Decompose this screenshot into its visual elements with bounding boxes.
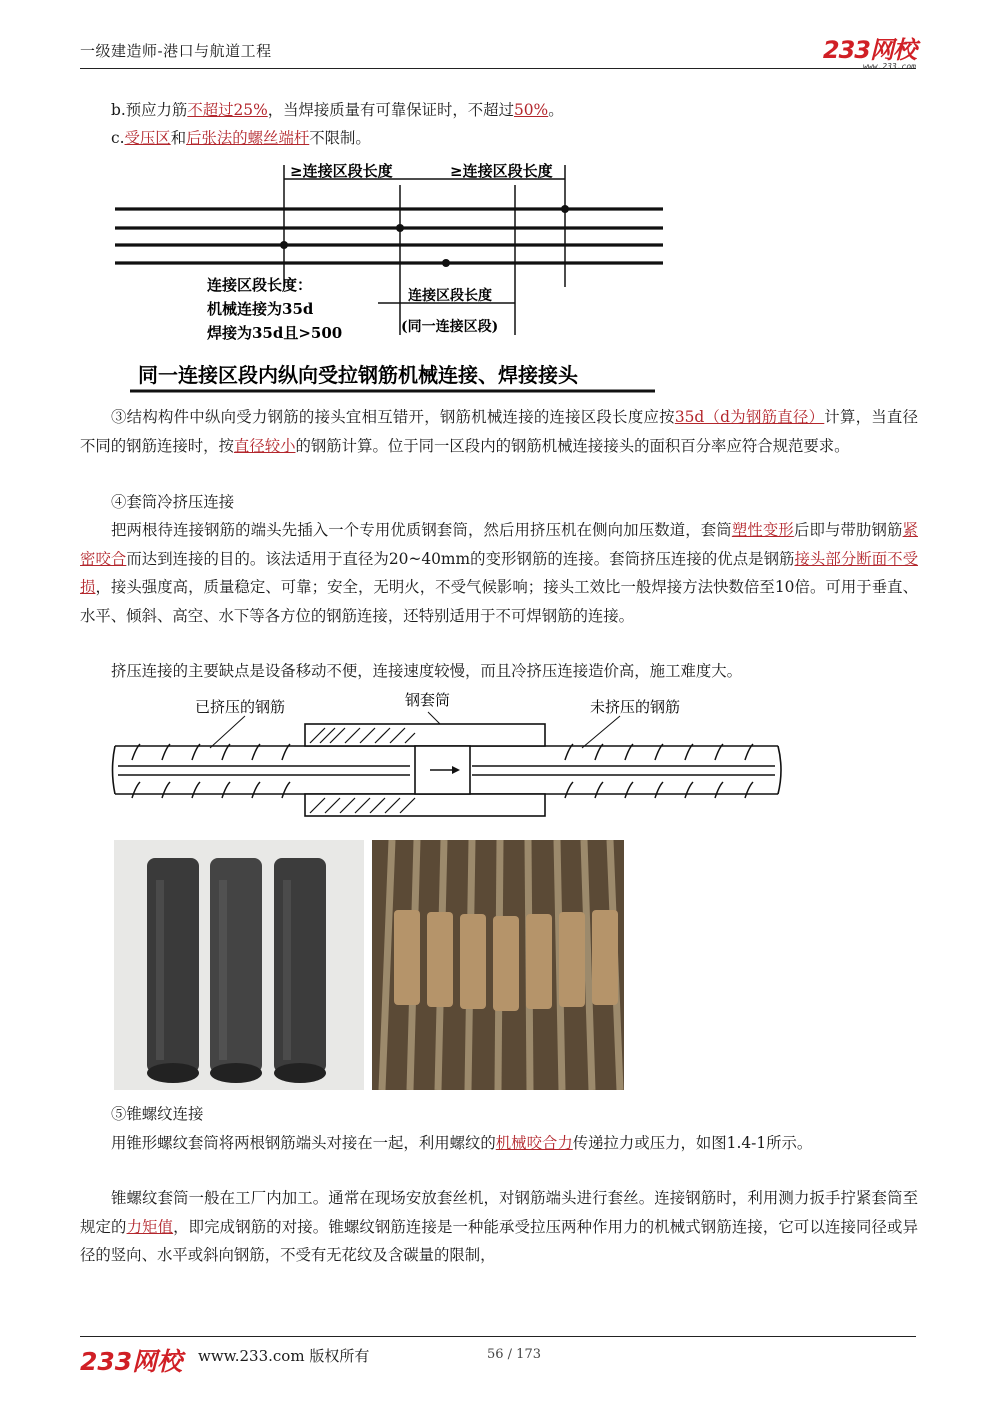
brand-logo-text: 233网校 xyxy=(822,36,916,64)
center-label-2: (同一连接区段) xyxy=(401,319,499,335)
heading-sleeve-cold-extrusion: ④套筒冷挤压连接 xyxy=(111,493,235,511)
extrusion-sleeve-diagram xyxy=(110,688,785,828)
left-label-2: 机械连接为35d xyxy=(207,300,314,318)
item-c: c.受压区和后张法的螺丝端杆不限制。 xyxy=(111,129,371,147)
left-label-1: 连接区段长度： xyxy=(207,276,313,294)
label-steel-sleeve: 钢套筒 xyxy=(405,691,451,709)
paragraph-4: 把两根待连接钢筋的端头先插入一个专用优质钢套筒，然后用挤压机在侧向加压数道，套筒塑性变形后即与带肋钢筋紧密咬合而达到连接的目的。该法适用于直径为20~40mm的变形钢筋的连接。套筒挤压连接的优点是钢筋接头部分断面不受损，接头强度高，质量稳定、可靠；安全，无明火，不受气候影响；接头工效比一般焊接方法快数倍至10倍。可用于垂直、水平、倾斜、高空、水下等各方位的钢筋连接，还特别适用于不可焊钢筋的连接。 xyxy=(80,521,918,625)
brand-logo-url: www.233.com xyxy=(863,62,916,71)
heading-taper-thread: ⑤锥螺纹连接 xyxy=(111,1105,204,1123)
page-number: 56 / 173 xyxy=(487,1347,541,1362)
paragraph-5: 用锥形螺纹套筒将两根钢筋端头对接在一起，利用螺纹的机械咬合力传递拉力或压力，如图1.4-1所示。 xyxy=(111,1134,813,1152)
center-label-1: 连接区段长度 xyxy=(408,288,492,304)
label-unextruded-rebar: 未挤压的钢筋 xyxy=(590,698,681,716)
extrusion-joints-photo xyxy=(372,840,624,1090)
left-label-3: 焊接为35d且>500 xyxy=(207,324,343,342)
connection-zone-diagram xyxy=(110,155,670,393)
span-label-1: ≥连接区段长度 xyxy=(290,162,393,180)
footer-logo[interactable]: 233网校 xyxy=(80,1347,183,1376)
item-b: b.预应力筋不超过25%，当焊接质量有可靠保证时，不超过50%。 xyxy=(111,101,564,119)
span-label-2: ≥连接区段长度 xyxy=(450,162,553,180)
paragraph-6: 锥螺纹套筒一般在工厂内加工。通常在现场安放套丝机，对钢筋端头进行套丝。连接钢筋时，利用测力扳手拧紧套筒至规定的力矩值，即完成钢筋的对接。锥螺纹钢筋连接是一种能承受拉压两种作用力的机械式钢筋连接，它可以连接同径或异径的竖向、水平或斜向钢筋，不受有无花纹及含碳量的限制， xyxy=(80,1189,918,1264)
header-title: 一级建造师-港口与航道工程 xyxy=(80,42,272,60)
sleeve-photo xyxy=(114,840,364,1090)
paragraph-3: ③结构构件中纵向受力钢筋的接头宜相互错开，钢筋机械连接的连接区段长度应按35d（d为钢筋直径）计算，当直径不同的钢筋连接时，按直径较小的钢筋计算。位于同一区段内的钢筋机械连接接头的面积百分率应符合规范要求。 xyxy=(80,408,918,455)
header-rule xyxy=(80,68,916,69)
paragraph-4b: 挤压连接的主要缺点是设备移动不便，连接速度较慢，而且冷挤压连接造价高，施工难度大。 xyxy=(111,662,743,680)
diagram-caption: 同一连接区段内纵向受拉钢筋机械连接、焊接接头 xyxy=(138,363,578,387)
footer-rule xyxy=(80,1336,916,1337)
brand-logo[interactable] xyxy=(823,30,916,71)
label-extruded-rebar: 已挤压的钢筋 xyxy=(195,698,286,716)
footer-copyright: www.233.com 版权所有 xyxy=(198,1347,370,1365)
